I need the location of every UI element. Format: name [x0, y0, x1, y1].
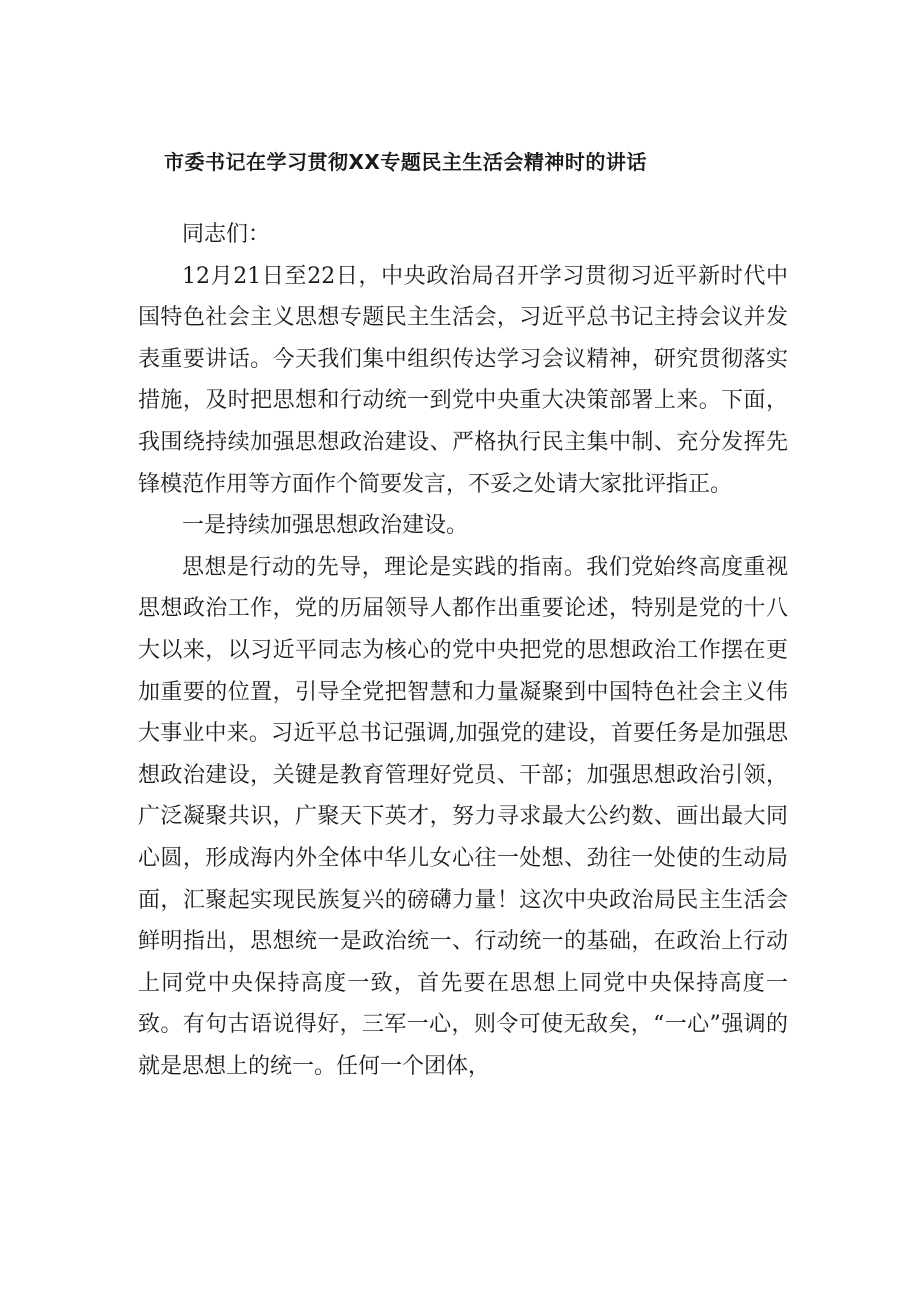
document-title: 市委书记在学习贯彻XX专题民主生活会精神时的讲话	[164, 150, 647, 174]
body-paragraph: 思想是行动的先导，理论是实践的指南。我们党始终高度重视思想政治工作，党的历届领导人都作出重要论述，特别是党的十八大以来，以习近平同志为核心的党中央把党的思想政治工作摆在更加重要的位置，引导全党把智慧和力量凝聚到中国特色社会主义伟大事业中来。习近平总书记强调,加强党的建设，首要任务是加强思想政治建设，关键是教育管理好党员、干部；加强思想政治引领，广泛凝聚共识，广聚天下英才，努力寻求最大公约数、画出最大同心圆，形成海内外全体中华儿女心往一处想、劲往一处使的生动局面，汇聚起实现民族复兴的磅礴力量！这次中央政治局民主生活会鲜明指出，思想统一是政治统一、行动统一的基础，在政治上行动上同党中央保持高度一致，首先要在思想上同党中央保持高度一致。有句古语说得好，三军一心，则令可使无敌矣，“一心”强调的就是思想上的统一。任何一个团体，	[138, 554, 788, 1079]
salutation-paragraph: 同志们：	[182, 222, 271, 247]
intro-paragraph: 12月21日至22日，中央政治局召开学习贯彻习近平新时代中国特色社会主义思想专题民主生活会，习近平总书记主持会议并发表重要讲话。今天我们集中组织传达学习会议精神，研究贯彻落实措施，及时把思想和行动统一到党中央重大决策部署上来。下面，我围绕持续加强思想政治建设、严格执行民主集中制、充分发挥先锋模范作用等方面作个简要发言，不妥之处请大家批评指正。	[138, 263, 788, 497]
section-heading-paragraph: 一是持续加强思想政治建设。	[182, 513, 469, 539]
document-body	[138, 214, 788, 1087]
